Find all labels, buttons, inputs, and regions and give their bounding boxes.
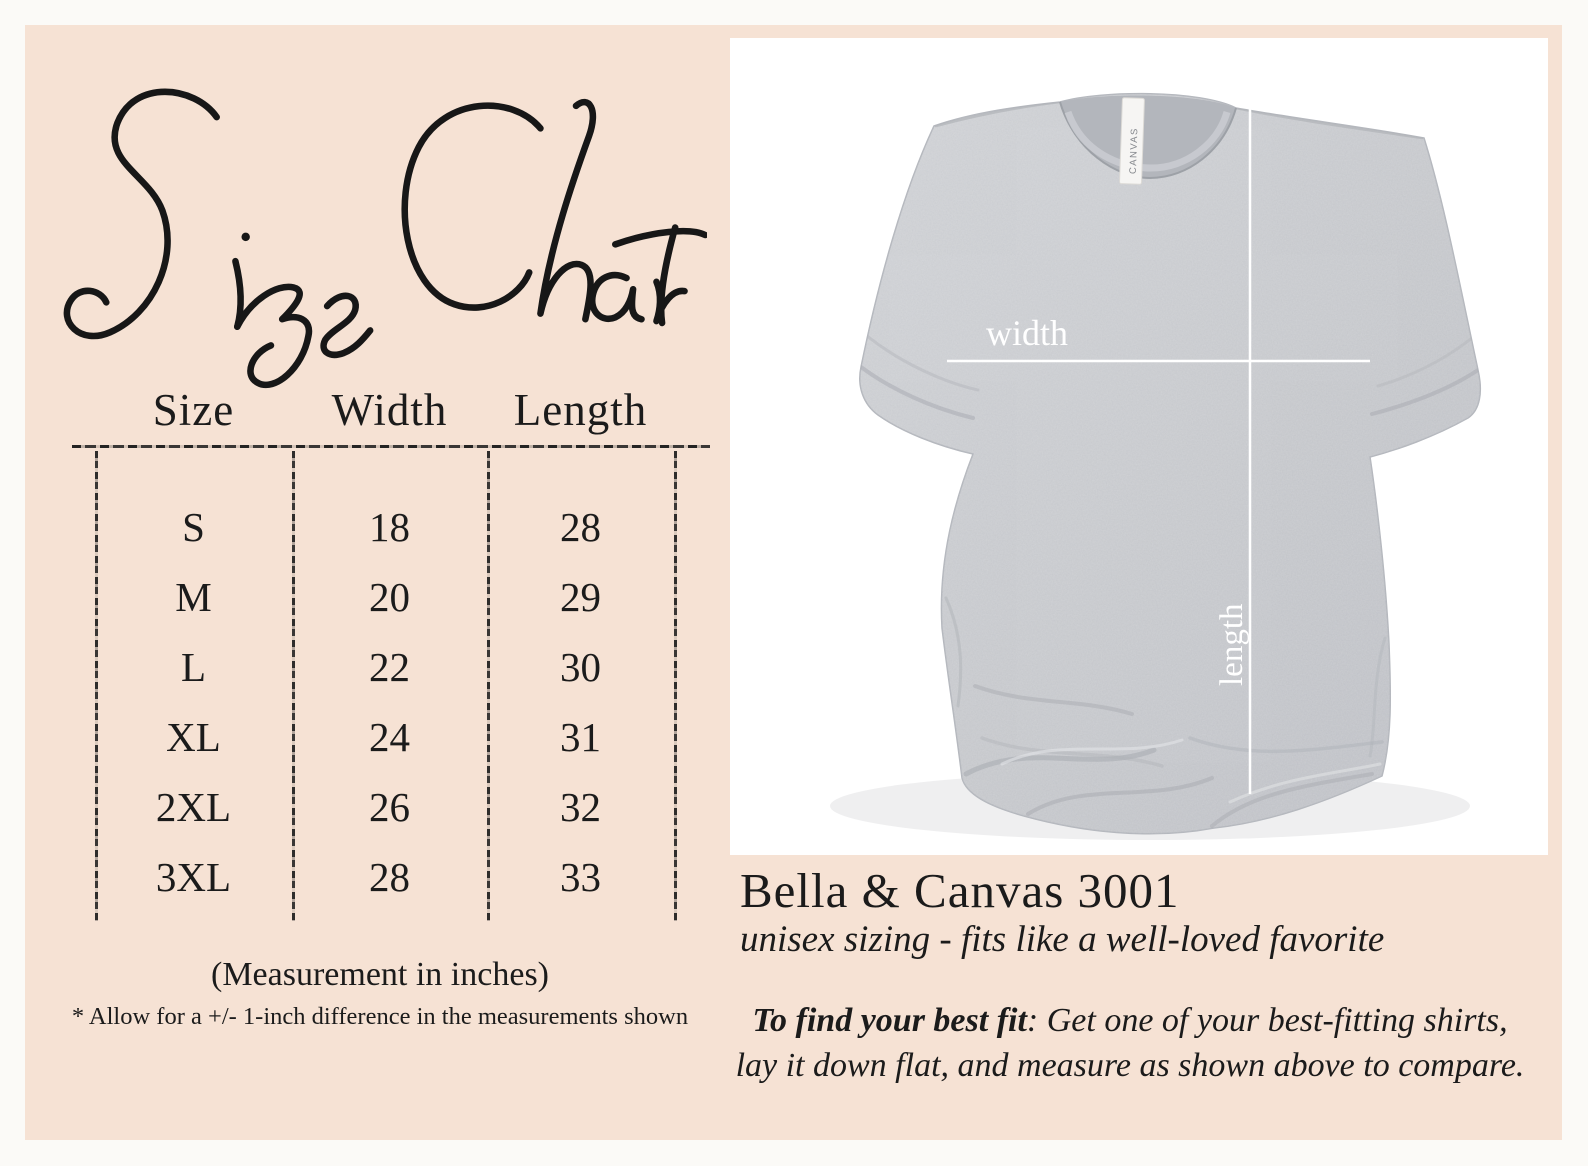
cell-size: M	[175, 574, 212, 620]
heather-texture-dark	[810, 68, 1510, 855]
script-letter-t	[661, 228, 675, 323]
collar-tag	[1119, 98, 1144, 185]
length-label: length	[1214, 603, 1250, 686]
header-length: Length	[513, 385, 648, 435]
fit-lead: To find your best fit	[752, 1002, 1027, 1039]
cell-length: 31	[560, 714, 601, 760]
script-letter-a	[592, 275, 641, 319]
table-row	[72, 562, 710, 632]
cell-width: 28	[369, 854, 410, 900]
script-i-dot	[241, 233, 249, 241]
cell-length: 29	[560, 574, 601, 620]
cell-size: XL	[166, 714, 221, 760]
table-top-rule	[72, 445, 710, 448]
table-row	[72, 632, 710, 702]
script-t-cross	[615, 231, 705, 244]
cell-width: 20	[369, 574, 410, 620]
product-name: Bella & Canvas 3001	[740, 863, 1180, 918]
table-row	[72, 772, 710, 842]
canvas-tag-label: CANVAS	[1127, 127, 1141, 175]
cell-width: 24	[369, 714, 410, 760]
header-width: Width	[331, 385, 448, 435]
fit-instructions-line2: lay it down flat, and measure as shown above to compare.	[735, 1047, 1525, 1084]
script-letter-z	[237, 287, 309, 385]
tshirt-photo	[730, 38, 1548, 855]
cell-length: 32	[560, 784, 601, 830]
cell-size: 2XL	[155, 784, 232, 830]
table-row	[72, 492, 710, 562]
shirt-body	[810, 68, 1510, 855]
table-row	[72, 842, 710, 912]
table-row	[72, 702, 710, 772]
tolerance-note: * Allow for a +/- 1-inch difference in the measurements shown	[71, 1003, 689, 1030]
size-table-header	[72, 385, 710, 435]
script-letter-S	[67, 92, 217, 336]
cell-width: 22	[369, 644, 410, 690]
title-script	[52, 70, 707, 400]
fit-instructions-line1	[698, 998, 1562, 1043]
fit-rest: : Get one of your best-fitting shirts,	[1026, 1002, 1508, 1039]
cell-length: 33	[560, 854, 601, 900]
cell-size: S	[182, 504, 205, 550]
cell-width: 18	[369, 504, 410, 550]
script-letter-h	[540, 102, 592, 319]
cell-width: 26	[369, 784, 410, 830]
size-table	[72, 385, 710, 945]
script-letter-e	[324, 296, 371, 355]
cell-size: L	[180, 644, 207, 690]
product-tagline: unisex sizing - fits like a well-loved favorite	[740, 919, 1385, 960]
units-note: (Measurement in inches)	[211, 956, 549, 993]
header-size: Size	[152, 385, 235, 435]
script-letter-C	[405, 106, 541, 308]
cell-length: 28	[560, 504, 601, 550]
fit-instructions	[698, 998, 1562, 1088]
cell-length: 30	[560, 644, 601, 690]
width-label: width	[986, 313, 1069, 353]
tshirt-svg	[730, 38, 1548, 855]
cell-size: 3XL	[155, 854, 232, 900]
size-table-rows	[72, 492, 710, 912]
